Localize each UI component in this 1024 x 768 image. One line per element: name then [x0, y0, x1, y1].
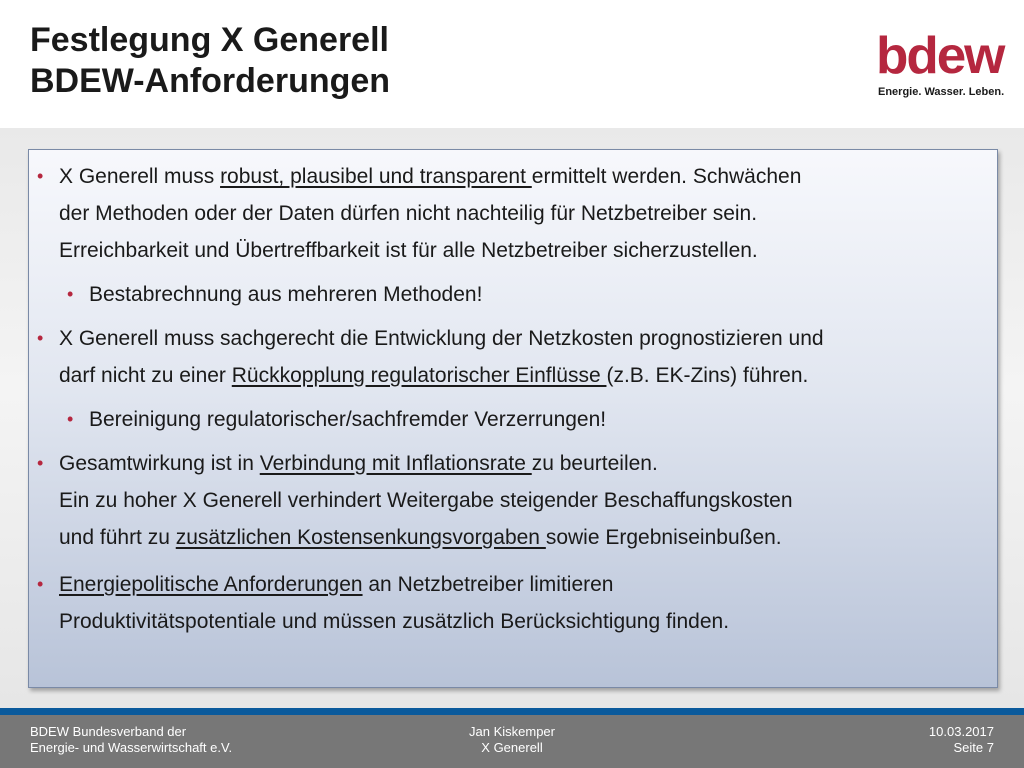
bullet-line: der Methoden oder der Daten dürfen nicht nachteilig für Netzbetreiber sein. [59, 202, 758, 225]
text-run: Gesamtwirkung ist in [59, 452, 260, 475]
title-line-2: BDEW-Anforderungen [30, 62, 391, 100]
text-run: (z.B. EK-Zins) führen. [606, 364, 809, 387]
footer-organization [30, 724, 232, 756]
text-run: sowie Ergebniseinbußen. [545, 526, 782, 549]
bullet-item [37, 158, 997, 269]
bullet-item [37, 320, 997, 394]
text-run: an Netzbetreiber limitieren [362, 573, 614, 596]
slide-title [30, 20, 390, 102]
text-run: und führt zu [59, 526, 176, 549]
bullet-marker-icon: • [37, 166, 44, 186]
bullet-marker-icon: • [67, 284, 74, 304]
content-box [28, 149, 998, 688]
bullet-item [37, 445, 997, 556]
bullet-marker-icon: • [37, 328, 44, 348]
sub-bullet-text: Bestabrechnung aus mehreren Methoden! [89, 283, 483, 306]
footer-org-line-1: BDEW Bundesverband der [30, 724, 187, 739]
text-run: X Generell muss [59, 165, 221, 188]
footer-org-line-2: Energie- und Wasserwirtschaft e.V. [30, 740, 233, 755]
footer-author: Jan Kiskemper [469, 724, 555, 739]
bullet-line [59, 158, 997, 195]
underlined-text: zusätzlichen Kostensenkungsvorgaben [175, 526, 546, 549]
text-run: ermittelt werden. Schwächen [531, 165, 802, 188]
text-run: zu beurteilen. [531, 452, 658, 475]
sub-bullet-text: Bereinigung regulatorischer/sachfremder Verzerrungen! [89, 408, 607, 431]
underlined-text: robust, plausibel und transparent [220, 165, 532, 188]
footer-page-number: Seite 7 [953, 740, 994, 755]
footer-author-block [412, 724, 612, 756]
bullet-line: Erreichbarkeit und Übertreffbarkeit ist für alle Netzbetreiber sicherzustellen. [59, 239, 758, 262]
footer-accent-bar [0, 708, 1024, 715]
logo-tagline: Energie. Wasser. Leben. [878, 86, 1005, 98]
footer-topic: X Generell [481, 740, 543, 755]
bullet-item [37, 566, 997, 640]
slide-footer [0, 715, 1024, 768]
underlined-text: Energiepolitische Anforderungen [59, 573, 363, 596]
bullet-line [59, 357, 997, 394]
sub-bullet-item [67, 401, 997, 438]
title-line-1: Festlegung X Generell [30, 21, 389, 59]
bullet-list [37, 158, 997, 640]
text-run: darf nicht zu einer [59, 364, 232, 387]
bullet-line: Ein zu hoher X Generell verhindert Weitergabe steigender Beschaffungskosten [59, 489, 793, 512]
bdew-logo [876, 27, 1005, 100]
footer-date-block [929, 724, 994, 756]
bullet-marker-icon: • [37, 574, 44, 594]
bullet-line: Produktivitätspotentiale und müssen zusätzlich Berücksichtigung finden. [59, 610, 730, 633]
bullet-line [59, 445, 997, 482]
bullet-line [59, 519, 997, 556]
slide-header [0, 0, 1024, 128]
logo-wordmark: bdew [876, 27, 1004, 85]
bullet-line [59, 566, 997, 603]
bullet-marker-icon: • [37, 453, 44, 473]
underlined-text: Rückkopplung regulatorischer Einflüsse [231, 364, 607, 387]
footer-date: 10.03.2017 [928, 724, 994, 739]
underlined-text: Verbindung mit Inflationsrate [259, 452, 532, 475]
sub-bullet-item [67, 276, 997, 313]
bullet-line: X Generell muss sachgerecht die Entwicklung der Netzkosten prognostizieren und [59, 327, 824, 350]
bullet-marker-icon: • [67, 409, 74, 429]
